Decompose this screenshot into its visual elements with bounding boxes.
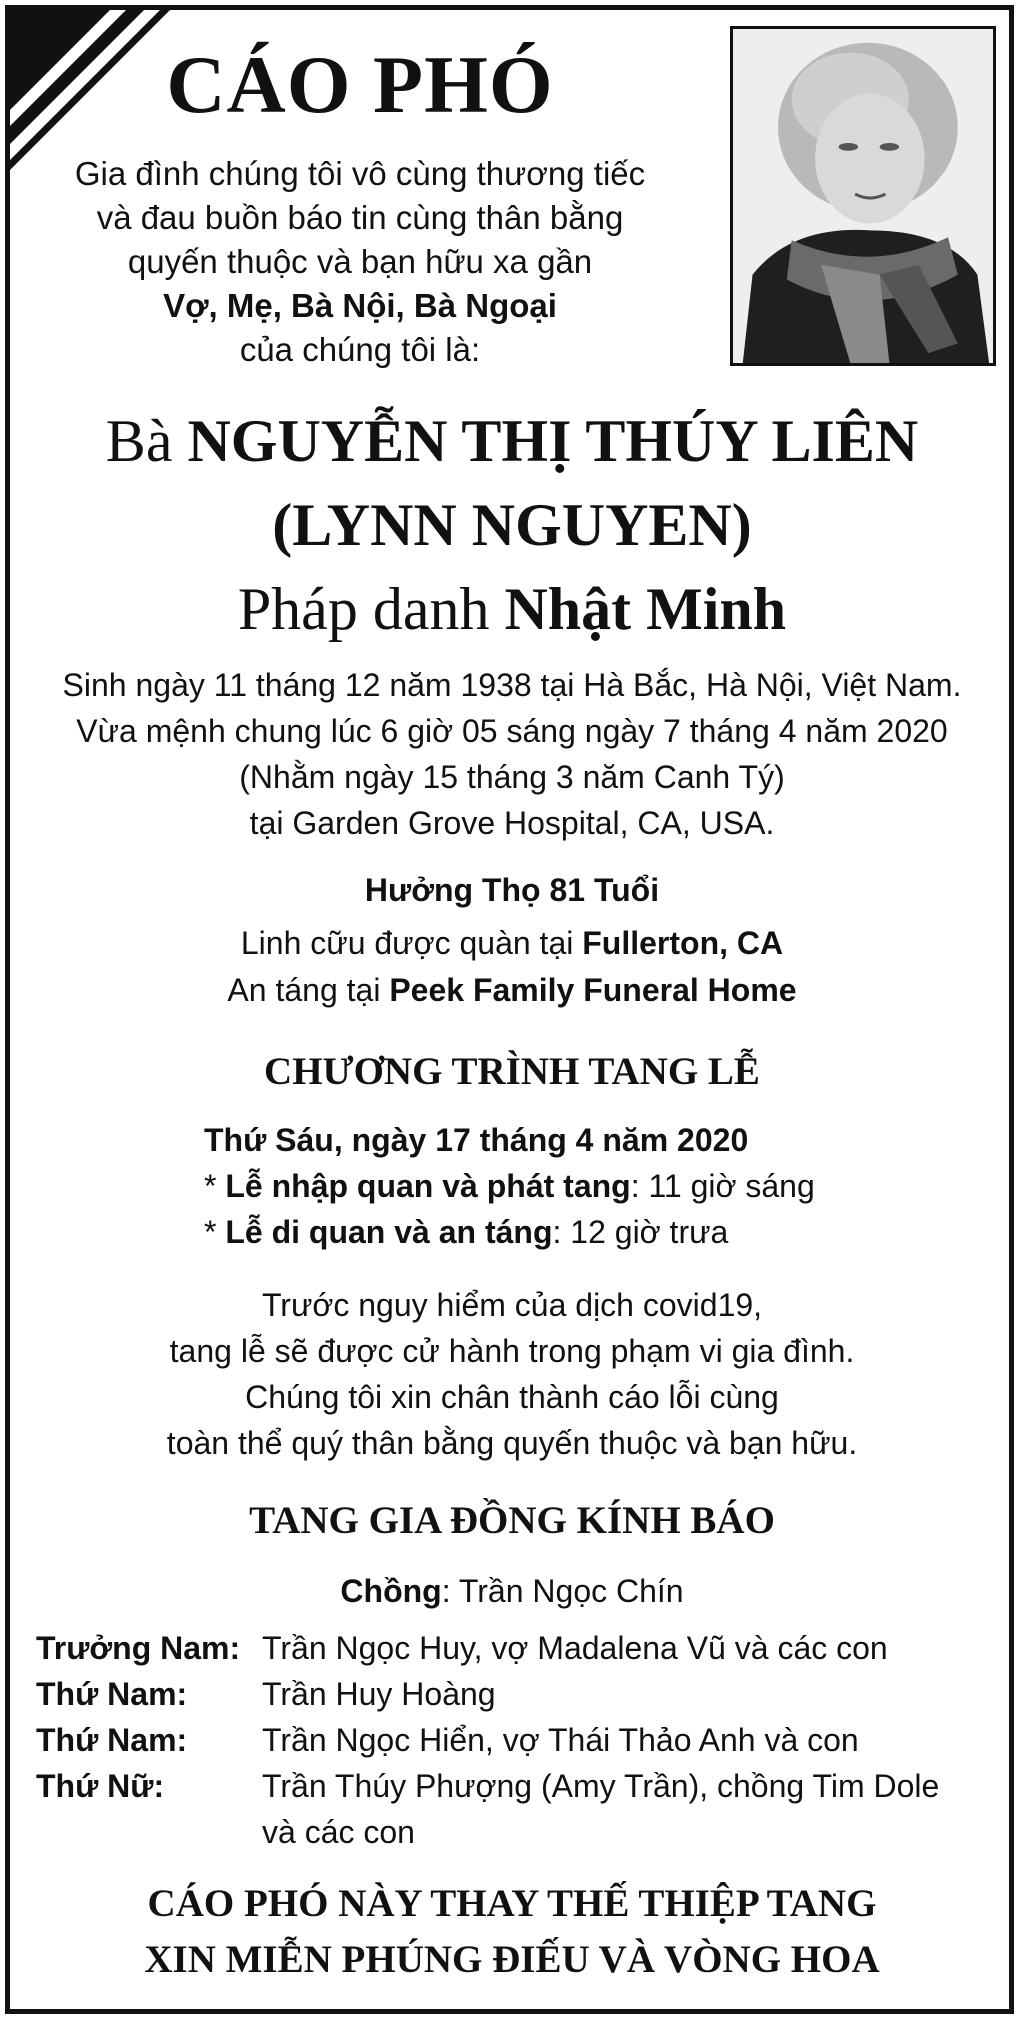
dharma-name xyxy=(0,576,1024,642)
footer-line-2: XIN MIỄN PHÚNG ĐIẾU VÀ VÒNG HOA xyxy=(144,1938,880,1981)
member-name-continued: và các con xyxy=(262,1814,415,1850)
item-1-label: Lễ nhập quan và phát tang xyxy=(225,1168,631,1204)
program-date: Thứ Sáu, ngày 17 tháng 4 năm 2020 xyxy=(204,1122,749,1158)
member-label: Thứ Nam: xyxy=(36,1676,188,1712)
burial-place: Peek Family Funeral Home xyxy=(389,972,797,1008)
notice-line-3: Chúng tôi xin chân thành cáo lỗi cùng xyxy=(245,1379,779,1415)
portrait-photo xyxy=(730,26,996,366)
footer-line-1: CÁO PHÓ NÀY THAY THẾ THIỆP TANG xyxy=(147,1882,877,1925)
item-1-time: : 11 giờ sáng xyxy=(630,1168,815,1204)
program-heading: CHƯƠNG TRÌNH TANG LỄ xyxy=(264,1050,760,1093)
spouse-label: Chồng xyxy=(340,1573,442,1609)
page-title: CÁO PHÓ xyxy=(166,39,554,130)
program-item-2 xyxy=(204,1209,815,1255)
intro-line-2: và đau buồn báo tin cùng thân bằng xyxy=(96,199,624,236)
item-2-label: Lễ di quan và an táng xyxy=(225,1214,553,1250)
notice-line-1: Trước nguy hiểm của dịch covid19, xyxy=(261,1287,763,1323)
family-heading: TANG GIA ĐỒNG KÍNH BÁO xyxy=(249,1499,775,1542)
burial-location xyxy=(0,967,1024,1013)
age: Hưởng Thọ 81 Tuổi xyxy=(364,872,660,908)
notice-line-2: tang lễ sẽ được cử hành trong phạm vi gia đình. xyxy=(169,1333,855,1369)
dharma-value: Nhật Minh xyxy=(504,576,787,642)
item-2-time: : 12 giờ trưa xyxy=(552,1214,729,1250)
member-name: Trần Thúy Phượng (Amy Trần), chồng Tim Dole xyxy=(262,1768,940,1804)
member-name: Trần Huy Hoàng xyxy=(262,1676,496,1712)
deceased-name xyxy=(0,408,1024,474)
member-label: Thứ Nữ: xyxy=(36,1768,165,1804)
casket-location xyxy=(0,920,1024,966)
member-name: Trần Ngọc Hiển, vợ Thái Thảo Anh và con xyxy=(262,1722,859,1758)
spouse-name: : Trần Ngọc Chín xyxy=(441,1573,684,1609)
burial-prefix: An táng tại xyxy=(227,972,390,1008)
casket-prefix: Linh cữu được quàn tại xyxy=(240,925,583,961)
lunar-date: (Nhằm ngày 15 tháng 3 năm Canh Tý) xyxy=(239,759,785,795)
name-prefix: Bà xyxy=(105,408,188,474)
intro-line-5: của chúng tôi là: xyxy=(239,331,481,368)
bullet: * xyxy=(204,1168,226,1204)
member-label: Thứ Nam: xyxy=(36,1722,188,1758)
dharma-prefix: Pháp danh xyxy=(237,576,505,642)
death-place: tại Garden Grove Hospital, CA, USA. xyxy=(249,805,775,841)
bullet: * xyxy=(204,1214,226,1250)
program-item-1 xyxy=(204,1163,815,1209)
member-label: Trưởng Nam: xyxy=(36,1630,241,1666)
intro-line-1: Gia đình chúng tôi vô cùng thương tiếc xyxy=(74,155,646,192)
deceased-alias: (LYNN NGUYEN) xyxy=(272,492,752,558)
casket-place: Fullerton, CA xyxy=(582,925,784,961)
member-name: Trần Ngọc Huy, vợ Madalena Vũ và các con xyxy=(262,1630,888,1666)
notice-line-4: toàn thể quý thân bằng quyến thuộc và bạn hữu. xyxy=(166,1425,858,1461)
intro-relations: Vợ, Mẹ, Bà Nội, Bà Ngoại xyxy=(163,287,557,324)
death-info: Vừa mệnh chung lúc 6 giờ 05 sáng ngày 7 tháng 4 năm 2020 xyxy=(76,713,948,749)
spouse-line xyxy=(0,1568,1024,1614)
birth-info: Sinh ngày 11 tháng 12 năm 1938 tại Hà Bắc, Hà Nội, Việt Nam. xyxy=(62,667,962,703)
program-block xyxy=(204,1117,815,1255)
name-full: NGUYỄN THỊ THÚY LIÊN xyxy=(187,408,919,474)
intro-line-3: quyến thuộc và bạn hữu xa gần xyxy=(127,243,593,280)
